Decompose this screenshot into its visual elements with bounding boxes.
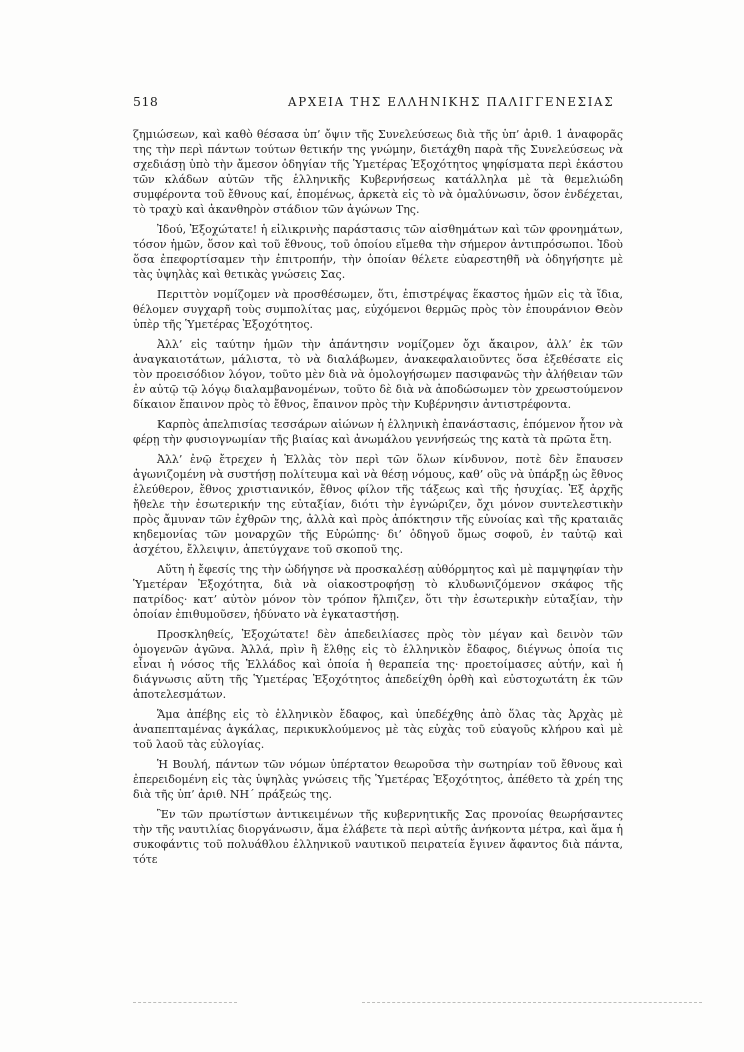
paragraph: Προσκληθείς, Ἐξοχώτατε! δὲν ἀπεδειλίασες πρὸς τὸν μέγαν καὶ δεινὸν τῶν ὁμογενῶν ἀγῶνα. Ἀλλά, πρὶν ἢ ἔλθῃς εἰς τὸ ἑλληνικὸν ἔδαφος, διέγνως ὁποία τις εἶναι ἡ νόσος τῆς Ἑλλάδος καὶ ὁποία ἡ θεραπεία της· προετοίμασες αὐτήν, καὶ ἡ διάγνωσις αὕτη τῆς Ὑμετέρας Ἐξοχότητος ἀπεδείχθη ὀρθὴ καὶ εὐστοχωτάτη ἐκ τῶν ἀποτελεσμάτων. [133,628,623,701]
paragraph: Ἓν τῶν πρωτίστων ἀντικειμένων τῆς κυβερνητικῆς Σας προνοίας θεωρήσαντες τὴν τῆς ναυτιλίας διοργάνωσιν, ἅμα ἐλάβετε τὰ περὶ αὐτῆς ἀνήκοντα μέτρα, καὶ ἅμα ἡ συκοφάντις τοῦ πολυάθλου ἑλληνικοῦ ναυτικοῦ πειρατεία ἔγινεν ἄφαντος διὰ πάντα, τότε [133,808,623,866]
body-text [133,127,623,872]
paragraph: Ἅμα ἀπέβης εἰς τὸ ἑλληνικὸν ἔδαφος, καὶ ὑπεδέχθης ἀπὸ ὅλας τὰς Ἀρχὰς μὲ ἀναπεπταμένας ἀγκάλας, περικυκλούμενος μὲ τὰς εὐχὰς τοῦ εὐαγοῦς κλήρου καὶ μὲ τοῦ λαοῦ τὰς εὐλογίας. [133,708,623,751]
paragraph: ζημιώσεων, καὶ καθὸ θέσασα ὑπ’ ὄψιν τῆς Συνελεύσεως διὰ τῆς ὑπ’ ἀριθ. 1 ἀναφορᾶς της τὴν περὶ πάντων τούτων θετικήν της γνώμην, διετάχθη παρὰ τῆς Συνελεύσεως νὰ σχεδιάσῃ ὑπὸ τὴν ἄμεσον ὁδηγίαν τῆς Ὑμετέρας Ἐξοχότητος ψηφίσματα περὶ ἑκάστου τῶν κλάδων αὐτῶν τῆς ἑλληνικῆς Κυβερνήσεως κατάλληλα μὲ τὰ θεμελιώδη συμφέροντα τοῦ ἔθνους καί, ἑπομένως, ἀρκετὰ εἰς τὸ νὰ ὁμαλύνωσιν, ὅσον ἐνδέχεται, τὸ τραχὺ καὶ ἀκανθηρὸν στάδιον τῶν ἀγώνων Της. [133,128,623,216]
paragraph: Ἡ Βουλή, πάντων τῶν νόμων ὑπέρτατον θεωροῦσα τὴν σωτηρίαν τοῦ ἔθνους καὶ ἐπερειδομένη εἰς τὰς ὑψηλὰς γνώσεις τῆς Ὑμετέρας Ἐξοχότητος, ἀπέθετο τὰ χρέη της διὰ τῆς ὑπ’ ἀριθ. ΝΗ´ πράξεώς της. [133,758,623,801]
page-header [0,94,744,112]
paragraph: Περιττὸν νομίζομεν νὰ προσθέσωμεν, ὅτι, ἐπιστρέψας ἕκαστος ἡμῶν εἰς τὰ ἴδια, θέλομεν συγχαρῆ τοὺς συμπολίτας μας, εὐχόμενοι θερμῶς πρὸς τὸν ἐπουράνιον Θεὸν ὑπὲρ τῆς Ὑμετέρας Ἐξοχότητος. [133,288,623,331]
scan-artifact-line [362,1002,702,1003]
paragraph: Ἰδού, Ἐξοχώτατε! ἡ εἰλικρινὴς παράστασις τῶν αἰσθημάτων καὶ τῶν φρονημάτων, τόσον ἡμῶν, ὅσον καὶ τοῦ ἔθνους, τοῦ ὁποίου εἴμεθα τὴν σήμερον ἀντιπρόσωποι. Ἰδοὺ ὅσα ἐπεφορτίσαμεν τὴν ἐπιτροπήν, τὴν ὁποίαν θέλετε εὐαρεστηθῆ νὰ ὁδηγήσητε μὲ τὰς ὑψηλὰς καὶ θετικὰς γνώσεις Σας. [133,223,623,281]
paragraph: Αὕτη ἡ ἔφεσίς της τὴν ὡδήγησε νὰ προσκαλέσῃ αὐθόρμητος καὶ μὲ παμψηφίαν τὴν Ὑμετέραν Ἐξοχότητα, διὰ νὰ οἰακοστροφήσῃ τὸ κλυδωνιζόμενον σκάφος τῆς πατρίδος· κατ’ αὐτὸν μόνον τὸν τρόπον ἤλπιζεν, ὅτι τὴν ἐσωτερικὴν εὐταξίαν, τὴν ὁποίαν ἐπιθυμοῦσεν, ἠδύνατο νὰ ἐγκαταστήσῃ. [133,563,623,621]
scan-artifact-line [133,1002,237,1003]
running-title: ΑΡΧΕΙΑ ΤΗΣ ΕΛΛΗΝΙΚΗΣ ΠΑΛΙΓΓΕΝΕΣΙΑΣ [288,95,615,109]
paragraph: Ἀλλ’ ἐνῷ ἔτρεχεν ἡ Ἑλλὰς τὸν περὶ τῶν ὅλων κίνδυνον, ποτὲ δὲν ἔπαυσεν ἀγωνιζομένη νὰ συστήσῃ πολίτευμα καὶ νὰ θέσῃ νόμους, καθ’ οὓς νὰ ὑπάρξῃ ὡς ἔθνος ἐλεύθερον, ἔθνος χριστιανικόν, ἔθνος φίλον τῆς τάξεως καὶ τῆς ἡσυχίας. Ἐξ ἀρχῆς ἤθελε τὴν ἐσωτερικήν της εὐταξίαν, διότι τὴν ἐγνώριζεν, ὄχι μόνον συντελεστικὴν πρὸς ἄμυναν τῶν ἐχθρῶν της, ἀλλὰ καὶ πρὸς ἀπόκτησιν τῆς εὐνοίας καὶ τῆς κραταιᾶς κηδεμονίας τῶν μοναρχῶν τῆς Εὐρώπης· δι’ ὁδηγοῦ ὅμως σοφοῦ, ἐν ταὐτῷ καὶ ἀσχέτου, ἔλλειψιν, ἀπετύγχανε τοῦ σκοποῦ της. [133,453,623,556]
paragraph: Καρπὸς ἀπελπισίας τεσσάρων αἰώνων ἡ ἑλληνικὴ ἐπανάστασις, ἑπόμενον ἦτον νὰ φέρῃ τὴν φυσιογνωμίαν τῆς βιαίας καὶ ἀνωμάλου γεννήσεώς της κατὰ τὰ πρῶτα ἔτη. [133,418,623,446]
paragraph: Ἀλλ’ εἰς ταύτην ἡμῶν τὴν ἀπάντησιν νομίζομεν ὄχι ἄκαιρον, ἀλλ’ ἐκ τῶν ἀναγκαιοτάτων, μάλιστα, τὸ νὰ διαλάβωμεν, ἀνακεφαλαιοῦντες ὅσα ἐξεθέσατε εἰς τὸν προεισόδιον λόγον, τοῦτο μὲν διὰ νὰ ὁμολογήσωμεν πασιφανῶς τὴν ἀλήθειαν τῶν ἐν αὐτῷ τῷ λόγῳ διαλαμβανομένων, τοῦτο δὲ διὰ νὰ ἀποδώσωμεν τὸν χρεωστούμενον δίκαιον ἔπαινον πρὸς τὸ ἔθνος, ἔπαινον πρὸς τὴν Κυβέρνησιν ἀντιστρέφοντα. [133,338,623,411]
page-number: 518 [133,94,159,109]
